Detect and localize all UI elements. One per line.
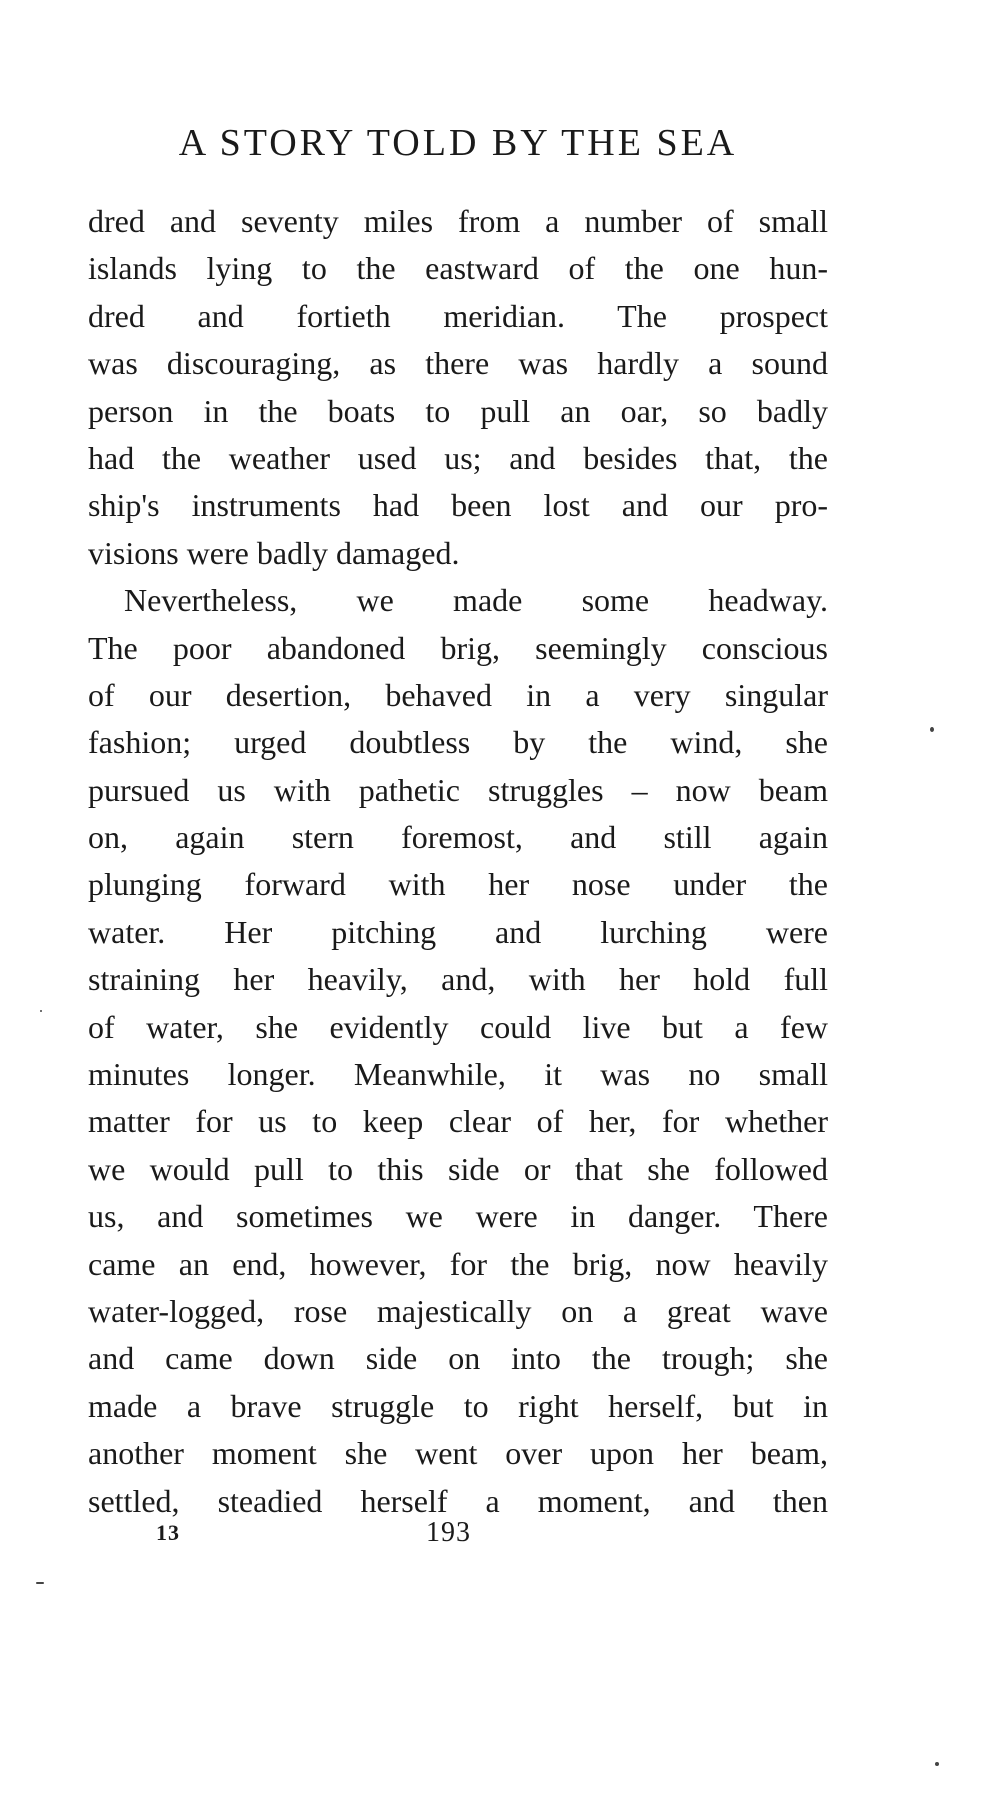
- text-line: another moment she went over upon her beam,: [88, 1435, 828, 1472]
- text-line: settled, steadied herself a moment, and then: [88, 1482, 828, 1519]
- text-line: dred and seventy miles from a number of small: [88, 203, 828, 239]
- text-line: had the weather used us; and besides that, the: [88, 439, 828, 476]
- text-line: matter for us to keep clear of her, for whether: [88, 1103, 828, 1140]
- running-head: A STORY TOLD BY THE SEA: [178, 122, 738, 164]
- scan-speck: [40, 1010, 42, 1012]
- text-line: minutes longer. Meanwhile, it was no small: [88, 1056, 828, 1093]
- text-line: of our desertion, behaved in a very singular: [88, 676, 828, 713]
- text-line: made a brave struggle to right herself, but in: [88, 1387, 828, 1424]
- text-line: pursued us with pathetic struggles – now beam: [88, 771, 828, 808]
- text-line: came an end, however, for the brig, now heavily: [88, 1245, 828, 1282]
- text-line: of water, she evidently could live but a few: [88, 1008, 828, 1045]
- text-line: water-logged, rose majestically on a great wave: [88, 1292, 828, 1329]
- text-line: straining her heavily, and, with her hold full: [88, 961, 828, 998]
- text-line: islands lying to the eastward of the one hun-: [88, 250, 828, 287]
- scan-speck: [930, 727, 934, 732]
- text-line: water. Her pitching and lurching were: [88, 913, 828, 950]
- text-line: us, and sometimes we were in danger. There: [88, 1198, 828, 1235]
- text-line: on, again stern foremost, and still again: [88, 819, 828, 856]
- body-text: [88, 198, 828, 1525]
- text-line: visions were badly damaged.: [88, 534, 460, 571]
- scan-speck: [36, 1582, 44, 1584]
- text-line: fashion; urged doubtless by the wind, she: [88, 724, 828, 761]
- text-line: ship's instruments had been lost and our pro-: [88, 487, 828, 524]
- text-line: we would pull to this side or that she followed: [88, 1150, 828, 1187]
- page-number: 193: [426, 1517, 471, 1548]
- text-line: dred and fortieth meridian. The prospect: [88, 297, 828, 334]
- text-line: Nevertheless, we made some headway.: [124, 582, 828, 619]
- scan-speck: [935, 1762, 939, 1766]
- page-footer: [0, 1513, 1000, 1553]
- text-line: was discouraging, as there was hardly a sound: [88, 345, 828, 382]
- text-line: person in the boats to pull an oar, so badly: [88, 392, 828, 429]
- signature-mark: 13: [156, 1520, 180, 1545]
- text-line: and came down side on into the trough; she: [88, 1340, 828, 1377]
- text-line: plunging forward with her nose under the: [88, 866, 828, 903]
- text-line: The poor abandoned brig, seemingly conscious: [88, 629, 828, 666]
